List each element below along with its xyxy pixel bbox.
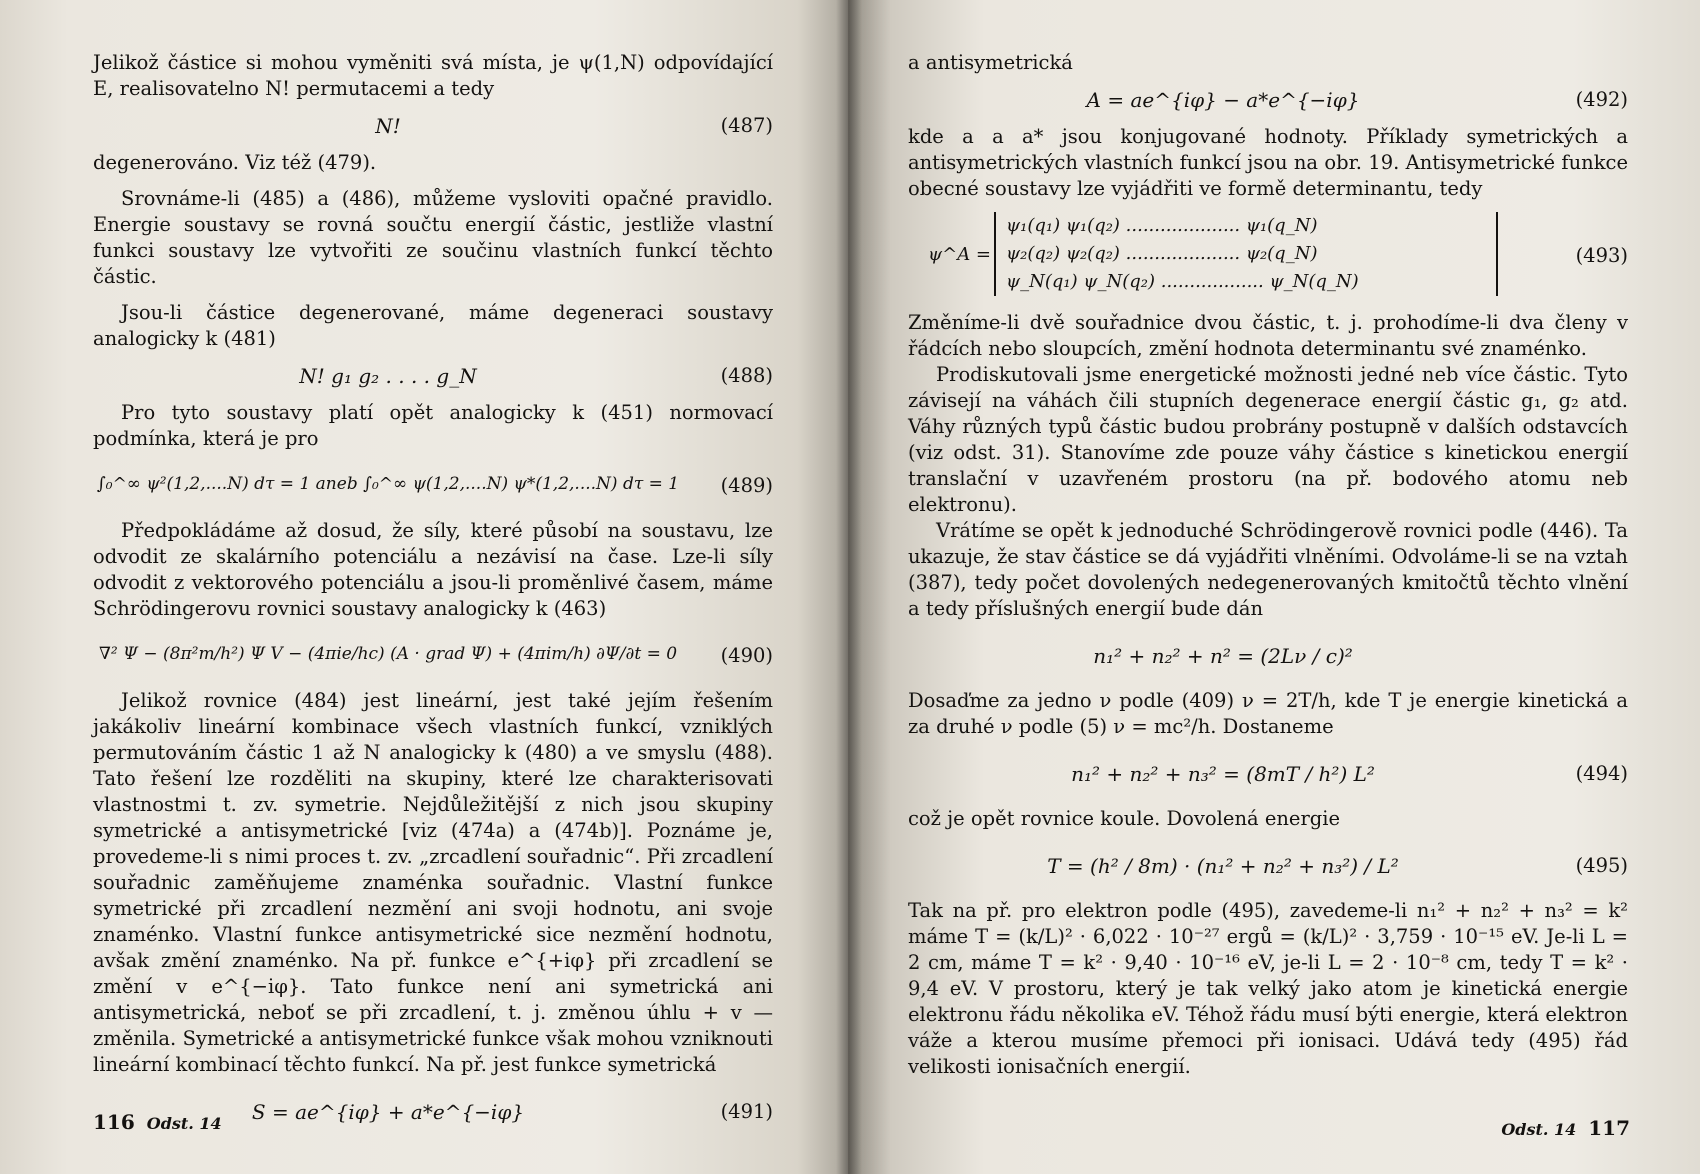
equation-math: n₁² + n₂² + n² = (2Lν / c)² [1093,644,1353,668]
paragraph: Pro tyto soustavy platí opět analogicky k (451) normovací podmínka, která je pro [93,401,773,450]
paragraph: Předpokládáme až dosud, že síly, které působí na soustavu, lze odvodit ze skalárního potenciálu a nezávisí na čase. Lze-li síly odvodit z vektorového potenciálu a jsou-li proměnlivé časem, máme Schrödingerovu rovnici soustavy analogicky k (463) [93,519,773,620]
left-text-column [93,50,773,1144]
paragraph: Prodiskutovali jsme energetické možnosti jedné neb více částic. Tyto závisejí na váhách čili stupních degenerace energií částic g₁, g₂ atd. Váhy různých typů částic budou probrány postupně v dalších odstavcích (viz odst. 31). Stanovíme zde pouze váhy částice s kinetickou energií translační v uzavřeném prostoru (na př. bodového atomu neb elektronu). [908,363,1628,516]
paragraph: což je opět rovnice koule. Dovolená energie [908,807,1341,830]
equation-math: n₁² + n₂² + n₃² = (8mT / h²) L² [1071,762,1375,786]
equation-number: (488) [720,364,773,387]
paragraph: kde a a a* jsou konjugované hodnoty. Příklady symetrických a antisymetrických vlastních funkcí jsou na obr. 19. Antisymetrické funkce obecné soustavy lze vyjádřiti ve formě determinantu, tedy [908,125,1628,200]
paragraph: a antisymetrická [908,51,1073,74]
equation-493 [908,208,1628,304]
equation-488 [93,354,773,398]
equation-number: (494) [1575,762,1628,785]
paragraph: Tak na př. pro elektron podle (495), zavedeme-li n₁² + n₂² + n₃² = k² máme T = (k/L)² · 6,022 · 10⁻²⁷ ergů = (k/L)² · 3,759 · 10⁻¹⁵ eV. Je-li L = 2 cm, máme T = k² · 9,40 · 10⁻¹⁶ eV, je-li L = 2 · 10⁻⁸ cm, tedy T = k² · 9,4 eV. V prostoru, který je tak velký jako atom je kinetická energie elektronu řádu několika eV. Téhož řádu musí býti energie, která elektron váže a kterou musíme přemoci při ionisaci. Udává tedy (495) řád velikosti ionisačních energií. [908,899,1628,1078]
paragraph: Vrátíme se opět k jednoduché Schrödingerově rovnici podle (446). Ta ukazuje, že stav částice se dá vyjádřiti vlněními. Odvoláme-li se na vztah (387), tedy počet dovolených nedegenerovaných kmitočtů těchto vlnění a tedy příslušných energií bude dán [908,519,1628,620]
determinant-lhs: ψ^A = [928,244,991,265]
equation-math: T = (h² / 8m) · (n₁² + n₂² + n₃²) / L² [1047,854,1399,878]
equation-number: (495) [1575,854,1628,877]
paragraph: Dosaďme za jedno ν podle (409) ν = 2T/h, kde T je energie kinetická a za druhé ν podle (5) ν = mc²/h. Dostaneme [908,689,1628,738]
equation-number: (493) [1575,244,1628,267]
equation-math: A = ae^{iφ} − a*e^{−iφ} [1086,88,1360,112]
equation-487 [93,104,773,148]
equation-number: (492) [1575,88,1628,111]
equation-number: (490) [720,644,773,667]
paragraph: Jelikož rovnice (484) jest lineární, jest také jejím řešením jakákoliv lineární kombinace všech vlastních funkcí, vzniklých permutováním částic 1 až N analogicky k (480) a ve smyslu (488). Tato řešení lze rozděliti na skupiny, které lze charakterisovati vlastnostmi t. zv. symetrie. Nejdůležitější z nich jsou skupiny symetrické a antisymetrické [viz (474a) a (474b)]. Poznáme je, provedeme-li s nimi proces t. zv. „zrcadlení souřadnic“. Při zrcadlení souřadnic zaměňujeme znaménka souřadnic. Vlastní funkce symetrické při zrcadlení nezmění ani svoji hodnotu, ani svoje znaménko. Vlastní funkce antisymetrické sice nezmění hodnotu, avšak změní znaménko. Na př. funkce e^{+iφ} při zrcadlení se změní v e^{−iφ}. Tato funkce není ani symetrická ani antisymetrická, neboť se při zrcadlení, t. j. změnou úhlu + v — změnila. Symetrické a antisymetrické funkce však mohou vzniknouti lineární kombinací těchto funkcí. Na př. jest funkce symetrická [93,689,773,1076]
book-gutter [836,0,862,1174]
determinant-row: ψ_N(q₁) ψ_N(q₂) .................. ψ_N(q_N) [1006,271,1359,292]
equation-number: (489) [720,474,773,497]
paragraph: Jsou-li částice degenerované, máme degeneraci soustavy analogicky k (481) [93,301,773,350]
equation-unnumbered [908,624,1628,686]
equation-math: S = ae^{iφ} + a*e^{−iφ} [251,1100,525,1124]
paragraph: Srovnáme-li (485) a (486), můžeme vysloviti opačné pravidlo. Energie soustavy se rovná součtu energií částic, jestliže vlastní funkci soustavy lze vytvořiti ze součinu vlastních funkcí těchto částic. [93,187,773,288]
right-page [848,0,1700,1174]
page-number: 116 [93,1110,135,1134]
determinant-matrix [994,212,1498,296]
left-page [0,0,848,1174]
equation-number: (491) [720,1100,773,1123]
page-number: 117 [1588,1116,1630,1140]
equation-495 [908,834,1628,896]
equation-math: ∇² Ψ − (8π²m/h²) Ψ V − (4πie/hc) (A · grad Ψ) + (4πim/h) ∂Ψ/∂t = 0 [98,644,678,664]
right-page-footer [1501,1116,1630,1140]
equation-math: N! [375,114,401,138]
equation-number: (487) [720,114,773,137]
section-label: Odst. 14 [146,1114,222,1133]
equation-489 [93,454,773,516]
determinant-row: ψ₂(q₂) ψ₂(q₂) .................... ψ₂(q_N) [1006,243,1318,264]
determinant-row: ψ₁(q₁) ψ₁(q₂) .................... ψ₁(q_N) [1006,215,1318,236]
equation-494 [908,742,1628,804]
equation-math: N! g₁ g₂ . . . . g_N [299,364,477,388]
paragraph: Změníme-li dvě souřadnice dvou částic, t. j. prohodíme-li dva členy v řádcích nebo sloupcích, změní hodnota determinantu své znaménko. [908,311,1628,360]
right-text-column [908,50,1628,1080]
equation-math: ∫₀^∞ ψ²(1,2,....N) dτ = 1 aneb ∫₀^∞ ψ(1,2,....N) ψ*(1,2,....N) dτ = 1 [96,474,680,494]
equation-490 [93,624,773,686]
paragraph: Jelikož částice si mohou vyměniti svá místa, je ψ(1,N) odpovídající E, realisovatelno N! permutacemi a tedy [93,51,773,100]
left-page-footer [93,1110,222,1134]
paragraph: degenerováno. Viz též (479). [93,151,377,174]
section-label: Odst. 14 [1501,1120,1577,1139]
equation-492 [908,78,1628,122]
